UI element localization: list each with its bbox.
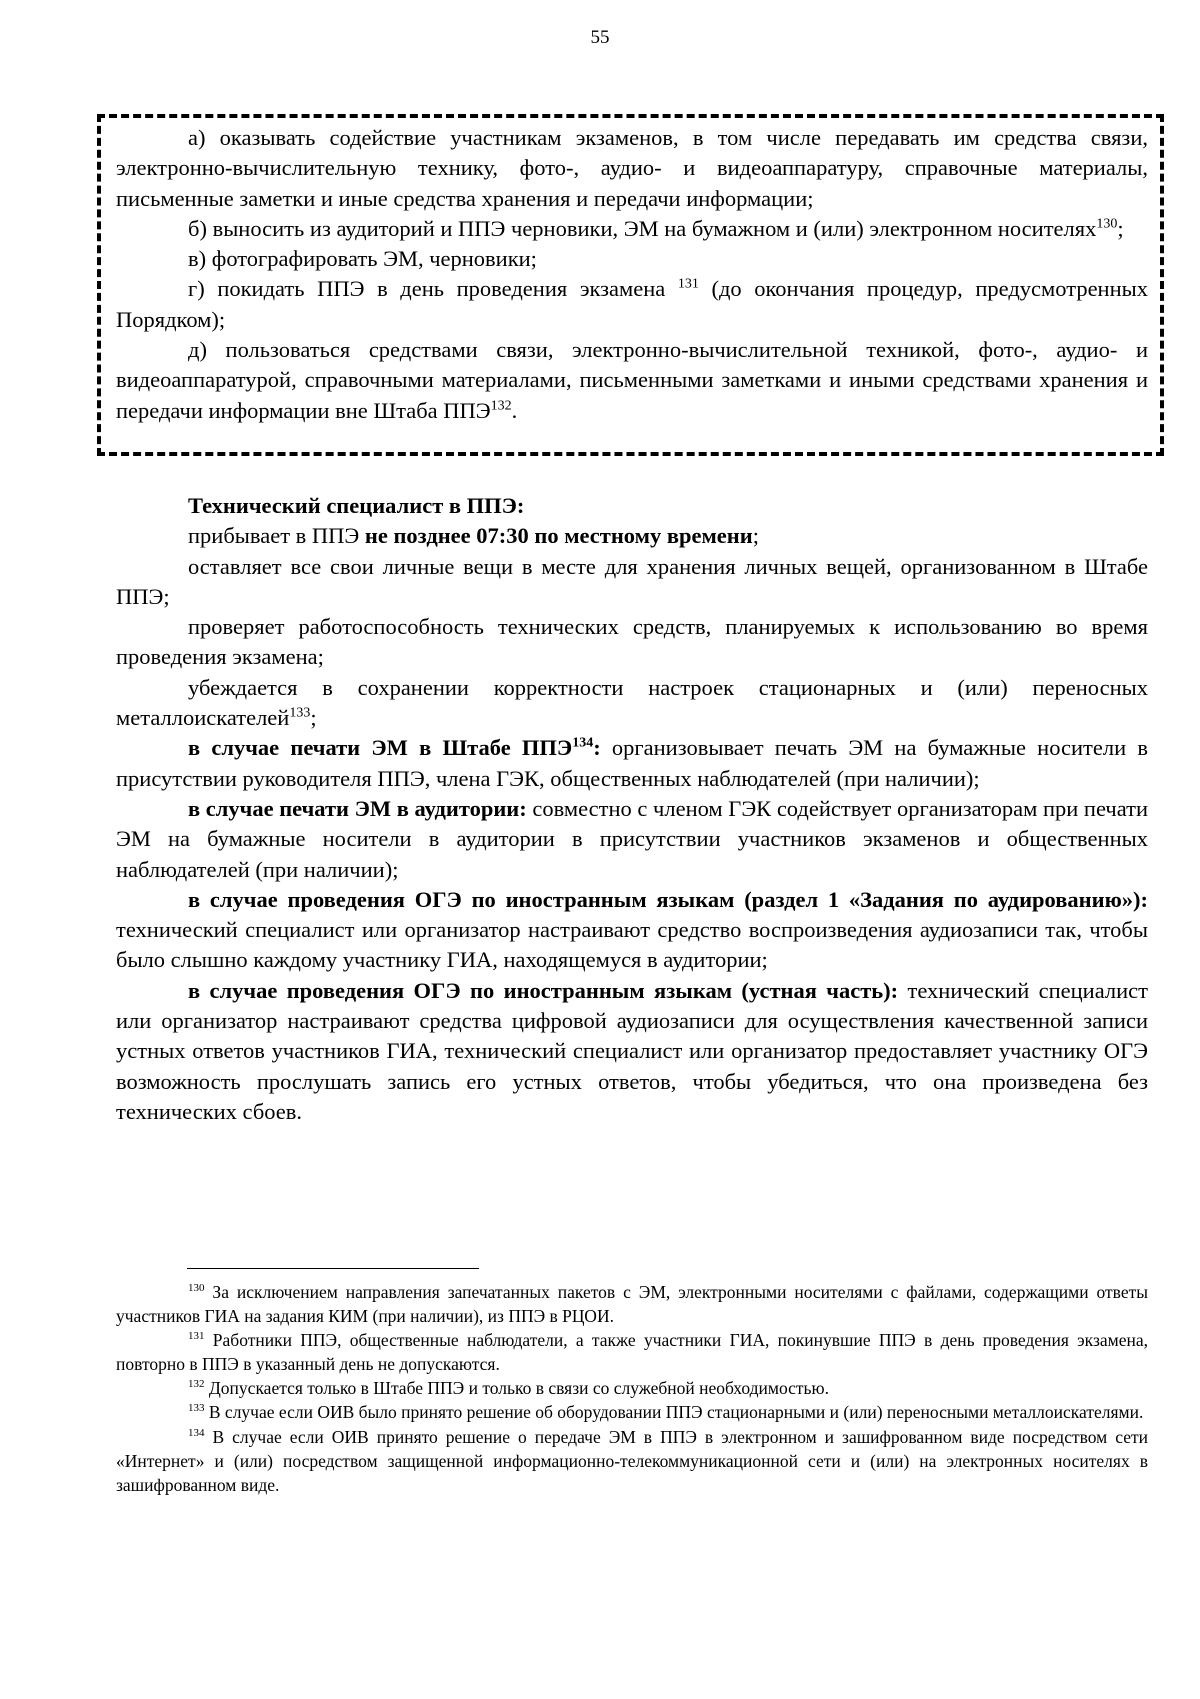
footnote-133 [116,1400,1148,1424]
restriction-item-g [116,274,1148,335]
footnote-ref-132[interactable]: 132 [490,398,512,414]
restriction-item-g-end: (до окончания процедур, предусмотренных Порядком); [116,276,1149,332]
print-hq-paragraph [116,733,1148,794]
footnote-132 [116,1376,1148,1400]
restrictions-list [116,123,1148,426]
restriction-item-b-end: ; [1117,215,1124,241]
listening-text: технический специалист или организатор настраивают средство воспроизведения аудиозаписи так, чтобы было слышно каждому участнику ГИА, находящемуся в аудитории; [116,917,1148,973]
footnote-text: Допускается только в Штабе ППЭ и только в связи со служебной необходимостью. [204,1378,829,1399]
metal-detectors-end: ; [310,705,317,731]
print-hq-bold: в случае печати ЭМ в Штабе ППЭ [188,735,573,761]
restriction-item-a-text: а) оказывать содействие участникам экзаменов, в том числе передавать им средства связи, электронно-вычислительную технику, фото-, аудио- и видеоаппаратуру, справочные материалы, письменные заметки и иные средства хранения и передачи информации; [116,125,1148,211]
footnote-number: 133 [188,1402,205,1415]
oral-paragraph [116,976,1148,1127]
footnote-text: За исключением направления запечатанных пакетов с ЭМ, электронными носителями с файлами, содержащими ответы участников ГИА на задания КИМ (при наличии), из ППЭ в РЦОИ. [116,1282,1148,1327]
restriction-item-a [116,123,1148,214]
footnote-ref-134[interactable] [572,736,593,751]
oral-text: технический специалист или организатор настраивают средства цифровой аудиозаписи для осуществления качественной записи устных ответов участников ГИА, технический специалист или организатор предоставляет участнику ОГЭ возможность прослушать запись его устных ответов, чтобы убедиться, что она произведена без технических сбоев. [116,977,1148,1124]
footnote-ref-134-text: 134 [572,735,594,751]
footnote-number: 130 [188,1282,205,1295]
footnote-number: 132 [188,1378,205,1391]
page-number: 55 [590,27,610,48]
footnote-ref-130[interactable]: 130 [1096,216,1118,232]
section-heading [116,491,1148,521]
footnote-ref-131[interactable]: 131 [677,276,699,292]
tech-specialist-section [116,491,1148,1127]
restriction-item-d [116,335,1148,426]
belongings-text: оставляет все свои личные вещи в месте для хранения личных вещей, организованном в Штабе ППЭ; [116,553,1148,609]
arrival-paragraph [116,521,1148,551]
footnote-134 [116,1425,1148,1497]
metal-detectors-text: убеждается в сохранении корректности настроек стационарных и (или) переносных металлоискателей [116,674,1148,731]
print-room-paragraph [116,794,1148,885]
restriction-item-g-text: г) покидать ППЭ в день проведения экзамена [188,276,666,302]
arrival-text: прибывает в ППЭ [188,523,365,549]
section-heading-text: Технический специалист в ППЭ: [188,493,525,518]
print-hq-colon: : [593,735,601,761]
print-room-text: совместно с членом ГЭК содействует организаторам при печати ЭМ на бумажные носители в аудитории в присутствии участников экзаменов и общественных наблюдателей (при наличии); [116,795,1148,882]
restriction-item-v-text: в) фотографировать ЭМ, черновики; [188,246,537,272]
checks-text: проверяет работоспособность технических средств, планируемых к использованию во время проведения экзамена; [116,614,1148,670]
footnote-text: В случае если ОИВ было принято решение об оборудовании ППЭ стационарными и (или) переносными металлоискателями. [204,1402,1144,1423]
restriction-item-v [116,244,1148,274]
footnote-131 [116,1328,1148,1376]
footnote-number: 134 [188,1426,205,1439]
footnote-separator [187,1268,479,1269]
footnote-130 [116,1280,1148,1328]
arrival-time-bold: не позднее 07:30 по местному времени [364,523,753,549]
restriction-item-b [116,214,1148,244]
footnote-number: 131 [188,1330,205,1343]
checks-paragraph [116,612,1148,673]
restriction-item-d-end: . [511,397,518,423]
print-room-bold: в случае печати ЭМ в аудитории: [188,795,527,821]
listening-bold: в случае проведения ОГЭ по иностранным языкам (раздел 1 «Задания по аудированию»): [188,886,1148,912]
restriction-item-d-text: д) пользоваться средствами связи, электронно-вычислительной техникой, фото-, аудио- и видеоаппаратурой, справочными материалами, письменными заметками и иными средствами хранения и передачи информации вне Штаба ППЭ [116,337,1148,423]
arrival-end: ; [752,523,759,549]
footnote-text: Работники ППЭ, общественные наблюдатели, а также участники ГИА, покинувшие ППЭ в день проведения экзамена, повторно в ППЭ в указанный день не допускаются. [116,1330,1148,1375]
belongings-paragraph [116,552,1148,613]
print-hq-text: организовывает печать ЭМ на бумажные носители в присутствии руководителя ППЭ, члена ГЭК, общественных наблюдателей (при наличии); [116,735,1148,791]
footnote-text: В случае если ОИВ принято решение о передаче ЭМ в ППЭ в электронном и зашифрованном виде посредством сети «Интернет» и (или) посредством защищенной информационно-телекоммуникационной сети и (или) на электронных носителях в зашифрованном виде. [116,1426,1148,1495]
metal-detectors-paragraph [116,673,1148,734]
footnote-ref-133[interactable]: 133 [289,705,311,721]
oral-bold: в случае проведения ОГЭ по иностранным языкам (устная часть): [188,977,899,1003]
listening-paragraph [116,885,1148,976]
footnotes [116,1280,1148,1497]
restriction-item-b-text: б) выносить из аудиторий и ППЭ черновики, ЭМ на бумажном и (или) электронном носителях [188,215,1097,241]
